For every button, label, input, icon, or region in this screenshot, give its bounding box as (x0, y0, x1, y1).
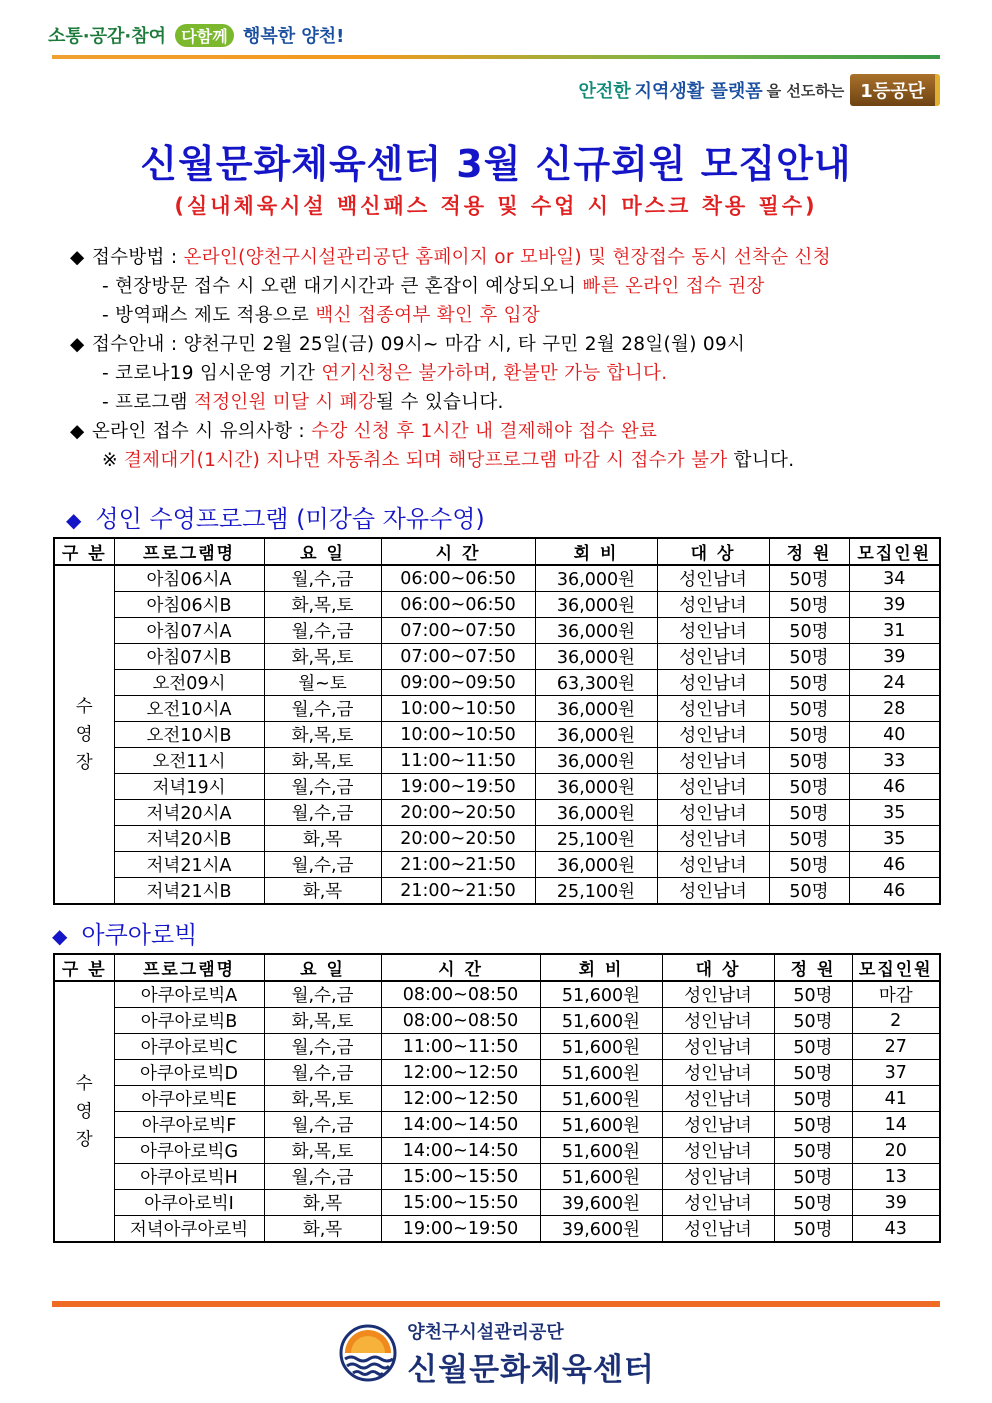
recruit-count-cell: 39 (849, 644, 940, 670)
footer-divider (52, 1301, 940, 1307)
recruit-count-cell: 46 (849, 852, 940, 878)
header-time: 시 간 (381, 538, 535, 565)
fee-cell: 51,600원 (540, 1034, 662, 1060)
program-name-cell: 아침06시A (114, 565, 264, 592)
program-name-cell: 아쿠아로빅A (114, 981, 264, 1008)
capacity-cell: 50명 (769, 670, 849, 696)
table-row (54, 878, 940, 905)
target-cell: 성인남녀 (662, 1216, 774, 1243)
recruit-count-cell: 37 (852, 1060, 940, 1086)
section-title-text: 성인 수영프로그램 (미강습 자유수영) (95, 505, 485, 533)
capacity-cell: 50명 (769, 618, 849, 644)
target-cell: 성인남녀 (657, 618, 769, 644)
fee-cell: 51,600원 (540, 1164, 662, 1190)
category-cell: 수 영 장 (54, 981, 114, 1242)
notice-line-5 (70, 359, 950, 388)
table-row (54, 800, 940, 826)
day-cell: 월,수,금 (264, 800, 381, 826)
notice-text: - 방역패스 제도 적용으로 (102, 305, 316, 326)
table-row (54, 1190, 940, 1216)
day-cell: 월,수,금 (264, 618, 381, 644)
table-row (54, 1112, 940, 1138)
program-name-cell: 아침06시B (114, 592, 264, 618)
target-cell: 성인남녀 (662, 1086, 774, 1112)
program-name-cell: 오전11시 (114, 748, 264, 774)
table-row (54, 722, 940, 748)
tagline-badge: 1등공단 (850, 74, 940, 106)
notice-line-6 (70, 388, 950, 417)
fee-cell: 36,000원 (535, 592, 657, 618)
category-cell: 수 영 장 (54, 565, 114, 904)
fee-cell: 36,000원 (535, 774, 657, 800)
day-cell: 월~토 (264, 670, 381, 696)
program-name-cell: 아쿠아로빅C (114, 1034, 264, 1060)
capacity-cell: 50명 (769, 748, 849, 774)
program-name-cell: 저녁20시A (114, 800, 264, 826)
recruit-count-cell: 46 (849, 878, 940, 905)
section-title-aquarobics (52, 915, 197, 950)
day-cell: 월,수,금 (264, 1034, 381, 1060)
tagline-part2: 지역생활 플랫폼 (634, 81, 763, 102)
time-cell: 11:00~11:50 (381, 1034, 540, 1060)
recruit-count-cell: 35 (849, 826, 940, 852)
target-cell: 성인남녀 (662, 1008, 774, 1034)
tagline-part3: 을 선도하는 (766, 81, 845, 100)
capacity-cell: 50명 (769, 644, 849, 670)
capacity-cell: 50명 (774, 1086, 852, 1112)
header-target: 대 상 (662, 954, 774, 981)
slogan-badge: 다함께 (175, 24, 233, 47)
target-cell: 성인남녀 (662, 1190, 774, 1216)
program-name-cell: 아쿠아로빅H (114, 1164, 264, 1190)
day-cell: 화,목,토 (264, 592, 381, 618)
header-days: 요 일 (264, 954, 381, 981)
day-cell: 월,수,금 (264, 1164, 381, 1190)
notice-highlight: 온라인(양천구시설관리공단 홈페이지 or 모바일) 및 현장접수 동시 선착순 신청 (183, 247, 831, 268)
table-row (54, 618, 940, 644)
slogan-prefix: 소통·공감·참여 (48, 26, 167, 47)
header-tagline (578, 74, 940, 106)
recruit-count-cell: 40 (849, 722, 940, 748)
program-name-cell: 저녁21시B (114, 878, 264, 905)
footer-center-name: 신월문화체육센터 (407, 1352, 655, 1388)
recruit-count-cell: 24 (849, 670, 940, 696)
table-row (54, 565, 940, 592)
notice-text: 될 수 있습니다. (376, 392, 504, 413)
day-cell: 화,목 (264, 1216, 381, 1243)
program-name-cell: 오전10시A (114, 696, 264, 722)
program-name-cell: 아쿠아로빅F (114, 1112, 264, 1138)
header-fee: 회 비 (540, 954, 662, 981)
day-cell: 화,목,토 (264, 748, 381, 774)
fee-cell: 63,300원 (535, 670, 657, 696)
recruit-count-cell: 39 (852, 1190, 940, 1216)
fee-cell: 25,100원 (535, 826, 657, 852)
notice-highlight: 연기신청은 불가하며, 환불만 가능 합니다. (321, 363, 668, 384)
capacity-cell: 50명 (769, 826, 849, 852)
recruit-count-cell: 31 (849, 618, 940, 644)
table-row (54, 852, 940, 878)
day-cell: 화,목 (264, 1190, 381, 1216)
program-name-cell: 저녁아쿠아로빅 (114, 1216, 264, 1243)
notice-highlight: 결제대기(1시간) 지나면 자동취소 되며 해당프로그램 마감 시 접수가 불가 (123, 450, 728, 471)
target-cell: 성인남녀 (657, 592, 769, 618)
table-row (54, 826, 940, 852)
target-cell: 성인남녀 (657, 878, 769, 905)
capacity-cell: 50명 (774, 1216, 852, 1243)
diamond-bullet-icon: ◆ (70, 334, 85, 355)
target-cell: 성인남녀 (657, 748, 769, 774)
day-cell: 월,수,금 (264, 774, 381, 800)
capacity-cell: 50명 (769, 592, 849, 618)
recruit-count-cell: 27 (852, 1034, 940, 1060)
notice-highlight: 적정인원 미달 시 폐강 (194, 392, 377, 413)
reference-mark: ※ (102, 450, 124, 471)
time-cell: 07:00~07:50 (381, 644, 535, 670)
time-cell: 20:00~20:50 (381, 826, 535, 852)
fee-cell: 25,100원 (535, 878, 657, 905)
notice-line-4 (70, 330, 950, 359)
capacity-cell: 50명 (769, 565, 849, 592)
swim-program-table (53, 537, 941, 905)
program-name-cell: 저녁20시B (114, 826, 264, 852)
fee-cell: 36,000원 (535, 565, 657, 592)
target-cell: 성인남녀 (657, 852, 769, 878)
target-cell: 성인남녀 (662, 1034, 774, 1060)
footer-org-name: 양천구시설관리공단 (407, 1322, 564, 1343)
time-cell: 15:00~15:50 (381, 1190, 540, 1216)
diamond-bullet-icon: ◆ (66, 508, 82, 532)
program-name-cell: 아쿠아로빅E (114, 1086, 264, 1112)
fee-cell: 39,600원 (540, 1190, 662, 1216)
target-cell: 성인남녀 (662, 981, 774, 1008)
recruit-count-cell: 46 (849, 774, 940, 800)
capacity-cell: 50명 (769, 696, 849, 722)
header-capacity: 정 원 (769, 538, 849, 565)
header-days: 요 일 (264, 538, 381, 565)
program-name-cell: 아쿠아로빅B (114, 1008, 264, 1034)
header-recruit: 모집인원 (852, 954, 940, 981)
recruit-count-cell: 마감 (852, 981, 940, 1008)
header-time: 시 간 (381, 954, 540, 981)
notice-text: - 현장방문 접수 시 오랜 대기시간과 큰 혼잡이 예상되오니 (102, 276, 583, 297)
capacity-cell: 50명 (769, 722, 849, 748)
fee-cell: 36,000원 (535, 722, 657, 748)
page-title: 신월문화체육센터 3월 신규회원 모집안내 (140, 142, 852, 186)
day-cell: 월,수,금 (264, 981, 381, 1008)
fee-cell: 36,000원 (535, 644, 657, 670)
time-cell: 08:00~08:50 (381, 1008, 540, 1034)
time-cell: 12:00~12:50 (381, 1086, 540, 1112)
fee-cell: 36,000원 (535, 852, 657, 878)
target-cell: 성인남녀 (657, 800, 769, 826)
table-header-row (54, 538, 940, 565)
table-row (54, 1034, 940, 1060)
table-header-row (54, 954, 940, 981)
capacity-cell: 50명 (769, 878, 849, 905)
capacity-cell: 50명 (774, 1138, 852, 1164)
fee-cell: 51,600원 (540, 1008, 662, 1034)
time-cell: 06:00~06:50 (381, 565, 535, 592)
header-recruit: 모집인원 (849, 538, 940, 565)
day-cell: 월,수,금 (264, 852, 381, 878)
capacity-cell: 50명 (774, 1112, 852, 1138)
table-row (54, 1138, 940, 1164)
day-cell: 화,목,토 (264, 1008, 381, 1034)
day-cell: 화,목,토 (264, 644, 381, 670)
tagline-part1: 안전한 (578, 81, 631, 102)
capacity-cell: 50명 (774, 981, 852, 1008)
notice-text: - 코로나19 임시운영 기간 (102, 363, 322, 384)
table-row (54, 748, 940, 774)
table-row (54, 592, 940, 618)
diamond-bullet-icon: ◆ (70, 421, 85, 442)
fee-cell: 36,000원 (535, 618, 657, 644)
target-cell: 성인남녀 (657, 670, 769, 696)
notice-label: 접수방법 : (92, 247, 184, 268)
table-row (54, 1086, 940, 1112)
header-target: 대 상 (657, 538, 769, 565)
notice-text: 접수안내 : 양천구민 2월 25일(금) 09시~ 마감 시, 타 구민 2월 28일(월) 09시 (92, 334, 746, 355)
recruit-count-cell: 20 (852, 1138, 940, 1164)
recruit-count-cell: 13 (852, 1164, 940, 1190)
target-cell: 성인남녀 (657, 565, 769, 592)
day-cell: 월,수,금 (264, 1060, 381, 1086)
recruit-count-cell: 28 (849, 696, 940, 722)
time-cell: 15:00~15:50 (381, 1164, 540, 1190)
target-cell: 성인남녀 (662, 1060, 774, 1086)
program-name-cell: 오전09시 (114, 670, 264, 696)
program-name-cell: 저녁21시A (114, 852, 264, 878)
capacity-cell: 50명 (774, 1060, 852, 1086)
table-row (54, 774, 940, 800)
header-divider (52, 55, 940, 59)
time-cell: 19:00~19:50 (381, 774, 535, 800)
time-cell: 21:00~21:50 (381, 852, 535, 878)
notice-highlight: 수강 신청 후 1시간 내 결제해야 접수 완료 (311, 421, 658, 442)
day-cell: 화,목,토 (264, 722, 381, 748)
time-cell: 21:00~21:50 (381, 878, 535, 905)
notice-line-3 (70, 301, 950, 330)
header-category: 구 분 (54, 538, 114, 565)
section-title-swim (66, 499, 485, 534)
time-cell: 14:00~14:50 (381, 1138, 540, 1164)
table-row (54, 1008, 940, 1034)
program-name-cell: 아쿠아로빅G (114, 1138, 264, 1164)
time-cell: 08:00~08:50 (381, 981, 540, 1008)
recruit-count-cell: 35 (849, 800, 940, 826)
notice-highlight: 백신 접종여부 확인 후 입장 (315, 305, 541, 326)
time-cell: 19:00~19:50 (381, 1216, 540, 1243)
time-cell: 10:00~10:50 (381, 722, 535, 748)
day-cell: 월,수,금 (264, 565, 381, 592)
section-title-text: 아쿠아로빅 (81, 921, 198, 949)
capacity-cell: 50명 (769, 800, 849, 826)
table-row (54, 670, 940, 696)
notice-text: 합니다. (727, 450, 795, 471)
program-name-cell: 아쿠아로빅D (114, 1060, 264, 1086)
footer (0, 1318, 992, 1389)
target-cell: 성인남녀 (657, 644, 769, 670)
recruit-count-cell: 33 (849, 748, 940, 774)
time-cell: 09:00~09:50 (381, 670, 535, 696)
time-cell: 07:00~07:50 (381, 618, 535, 644)
sun-wave-logo-icon (337, 1323, 399, 1385)
program-name-cell: 저녁19시 (114, 774, 264, 800)
fee-cell: 36,000원 (535, 696, 657, 722)
time-cell: 14:00~14:50 (381, 1112, 540, 1138)
fee-cell: 51,600원 (540, 981, 662, 1008)
day-cell: 화,목 (264, 826, 381, 852)
fee-cell: 39,600원 (540, 1216, 662, 1243)
header-program: 프로그램명 (114, 954, 264, 981)
target-cell: 성인남녀 (662, 1164, 774, 1190)
target-cell: 성인남녀 (662, 1112, 774, 1138)
time-cell: 06:00~06:50 (381, 592, 535, 618)
recruit-count-cell: 39 (849, 592, 940, 618)
recruit-count-cell: 2 (852, 1008, 940, 1034)
capacity-cell: 50명 (769, 774, 849, 800)
diamond-bullet-icon: ◆ (52, 924, 68, 948)
recruit-count-cell: 41 (852, 1086, 940, 1112)
target-cell: 성인남녀 (657, 774, 769, 800)
fee-cell: 51,600원 (540, 1060, 662, 1086)
header-category: 구 분 (54, 954, 114, 981)
table-row (54, 981, 940, 1008)
notice-list (70, 243, 950, 475)
target-cell: 성인남녀 (662, 1138, 774, 1164)
fee-cell: 36,000원 (535, 748, 657, 774)
slogan-suffix: 행복한 양천! (242, 26, 345, 47)
day-cell: 월,수,금 (264, 1112, 381, 1138)
recruit-count-cell: 43 (852, 1216, 940, 1243)
target-cell: 성인남녀 (657, 696, 769, 722)
program-name-cell: 오전10시B (114, 722, 264, 748)
aquarobics-program-table (53, 953, 941, 1243)
notice-text: 온라인 접수 시 유의사항 : (92, 421, 312, 442)
day-cell: 화,목,토 (264, 1138, 381, 1164)
time-cell: 10:00~10:50 (381, 696, 535, 722)
fee-cell: 51,600원 (540, 1086, 662, 1112)
recruit-count-cell: 34 (849, 565, 940, 592)
fee-cell: 51,600원 (540, 1138, 662, 1164)
header-capacity: 정 원 (774, 954, 852, 981)
table-row (54, 1164, 940, 1190)
recruit-count-cell: 14 (852, 1112, 940, 1138)
table-row (54, 1216, 940, 1243)
day-cell: 화,목 (264, 878, 381, 905)
program-name-cell: 아침07시B (114, 644, 264, 670)
capacity-cell: 50명 (774, 1034, 852, 1060)
header-program: 프로그램명 (114, 538, 264, 565)
notice-highlight: 빠른 온라인 접수 권장 (582, 276, 765, 297)
notice-line-8 (70, 446, 950, 475)
time-cell: 20:00~20:50 (381, 800, 535, 826)
fee-cell: 36,000원 (535, 800, 657, 826)
header-fee: 회 비 (535, 538, 657, 565)
time-cell: 12:00~12:50 (381, 1060, 540, 1086)
capacity-cell: 50명 (774, 1164, 852, 1190)
program-name-cell: 아침07시A (114, 618, 264, 644)
diamond-bullet-icon: ◆ (70, 247, 85, 268)
table-row (54, 1060, 940, 1086)
time-cell: 11:00~11:50 (381, 748, 535, 774)
table-row (54, 644, 940, 670)
header-slogan (48, 22, 344, 48)
notice-line-1 (70, 243, 950, 272)
notice-text: - 프로그램 (102, 392, 195, 413)
day-cell: 화,목,토 (264, 1086, 381, 1112)
day-cell: 월,수,금 (264, 696, 381, 722)
notice-line-7 (70, 417, 950, 446)
fee-cell: 51,600원 (540, 1112, 662, 1138)
capacity-cell: 50명 (769, 852, 849, 878)
table-row (54, 696, 940, 722)
capacity-cell: 50명 (774, 1190, 852, 1216)
target-cell: 성인남녀 (657, 722, 769, 748)
page-subtitle: (실내체육시설 백신패스 적용 및 수업 시 마스크 착용 필수) (174, 194, 818, 218)
notice-line-2 (70, 272, 950, 301)
capacity-cell: 50명 (774, 1008, 852, 1034)
program-name-cell: 아쿠아로빅I (114, 1190, 264, 1216)
target-cell: 성인남녀 (657, 826, 769, 852)
